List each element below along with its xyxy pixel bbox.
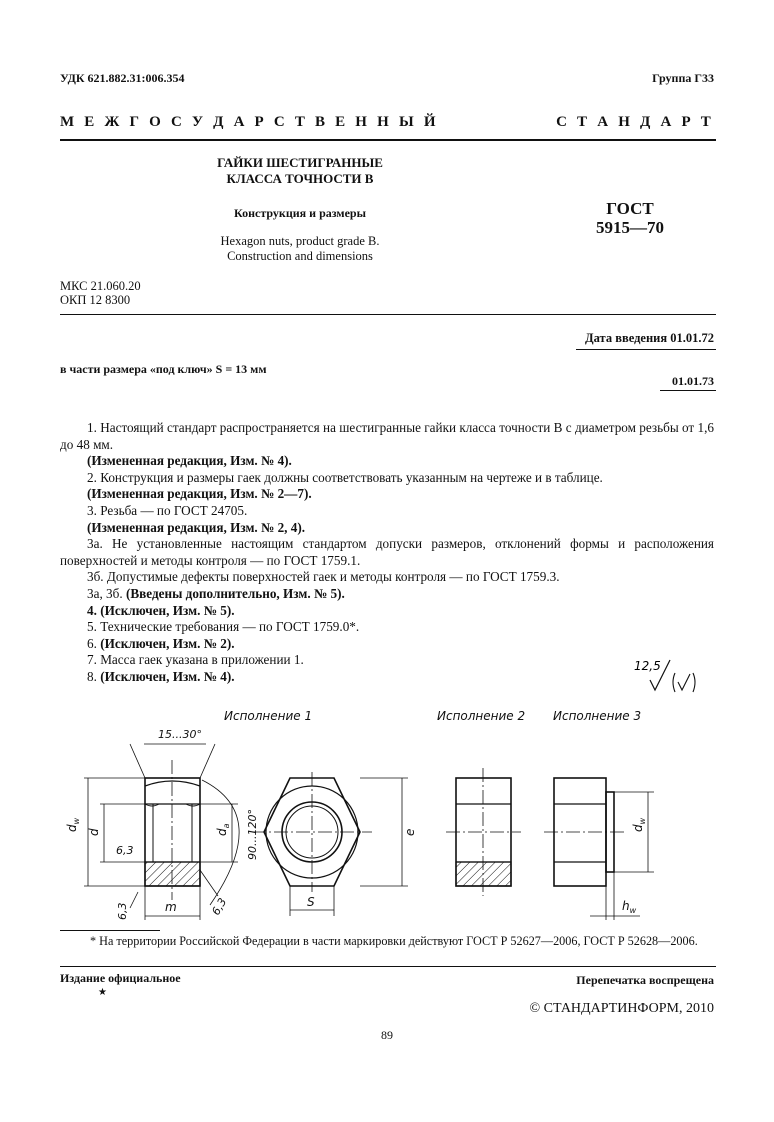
paragraph-3ab-prefix: 3а, 3б.: [87, 585, 123, 601]
codes-rule: [60, 314, 716, 315]
gost-number: 5915—70: [596, 218, 664, 237]
paragraph-3ab-amend: (Введены дополнительно, Изм. № 5).: [125, 585, 345, 601]
paragraph-1-amend: (Измененная редакция, Изм. № 4).: [87, 453, 292, 469]
paragraph-3b: 3б. Допустимые дефекты поверхностей гаек и методы контроля — по ГОСТ 1759.3.: [87, 569, 560, 585]
variant1-side-view: [145, 760, 200, 900]
standard-type-left: М Е Ж Г О С У Д А Р С Т В Е Н Н Ы Й: [60, 114, 439, 130]
footnote-rule: [60, 930, 160, 931]
label-dw: [65, 817, 81, 832]
part-date: 01.01.73: [672, 374, 714, 388]
part-date-rule: [660, 390, 716, 391]
label-da-sub: a: [222, 823, 231, 829]
label-angle-side: 90...120°: [246, 809, 259, 860]
caption-variant-3: Исполнение 3: [553, 709, 642, 723]
intro-date-rule: [576, 349, 716, 350]
label-angle-top: 15...30°: [158, 728, 202, 741]
reprint-notice: Перепечатка воспрещена: [576, 973, 714, 987]
footer-rule: [60, 966, 716, 967]
standard-type-right: С Т А Н Д А Р Т: [556, 114, 714, 130]
roughness-paren-left: [673, 673, 675, 692]
label-dw3-sub: w: [638, 817, 647, 825]
title-ru-line2: КЛАССА ТОЧНОСТИ В: [226, 171, 374, 186]
paragraph-8-prefix: 8.: [87, 668, 97, 684]
variant2-side-view: [446, 768, 521, 896]
header-rule: [60, 139, 716, 141]
title-ru-line1: ГАЙКИ ШЕСТИГРАННЫЕ: [217, 155, 383, 170]
paragraph-8-amend: (Исключен, Изм. № 4).: [100, 668, 235, 684]
label-r1: 6,3: [116, 844, 134, 857]
label-d: d: [87, 828, 101, 836]
label-da: [215, 823, 231, 836]
paragraph-5: 5. Технические требования — по ГОСТ 1759.0*.: [87, 619, 360, 635]
label-r2: 6,3: [116, 902, 129, 920]
group-code: Группа Г33: [652, 71, 714, 85]
label-dw-main: d: [65, 824, 79, 832]
title-en-line1: Hexagon nuts, product grade B.: [220, 234, 380, 248]
roughness-check-small: [678, 674, 690, 690]
mks-code: МКС 21.060.20: [60, 279, 141, 293]
okp-code: ОКП 12 8300: [60, 293, 131, 307]
edition-star: ★: [98, 987, 107, 998]
paragraph-3a: 3а. Не установленные настоящим стандартом допуски размеров, отклонений формы и расположения поверхностей и методы контроля — по ГОСТ 1759.1.: [60, 536, 714, 568]
udk-code: УДК 621.882.31:006.354: [60, 71, 185, 85]
paragraph-7: 7. Масса гаек указана в приложении 1.: [87, 652, 304, 668]
roughness-value: 12,5: [634, 659, 661, 673]
caption-variant-1: Исполнение 1: [224, 709, 313, 723]
paragraph-8: [60, 669, 714, 686]
part-note: в части размера «под ключ» S = 13 мм: [60, 362, 267, 376]
caption-variant-2: Исполнение 2: [437, 709, 526, 723]
footnote: * На территории Российской Федерации в части маркировки действуют ГОСТ Р 52627—2006, ГОСТ Р 52628—2006.: [90, 934, 698, 948]
paragraph-3ab: [60, 586, 714, 603]
intro-date: Дата введения 01.01.72: [585, 331, 714, 345]
title-en-line2: Construction and dimensions: [227, 249, 373, 263]
label-hw-main: h: [622, 899, 630, 913]
paragraph-2: 2. Конструкция и размеры гаек должны соответствовать указанным на чертеже и в таблице.: [87, 469, 603, 485]
label-e: e: [403, 828, 417, 836]
label-dw-sub: w: [72, 817, 81, 825]
variant1-top-view: [252, 772, 372, 892]
body-text: [60, 420, 714, 686]
label-s: S: [307, 895, 315, 909]
copyright: © СТАНДАРТИНФОРМ, 2010: [529, 1001, 714, 1016]
variant3-side-view: [544, 778, 624, 886]
paragraph-6-prefix: 6.: [87, 635, 97, 651]
paragraph-2-amend: (Измененная редакция, Изм. № 2—7).: [87, 486, 312, 502]
paragraph-3: 3. Резьба — по ГОСТ 24705.: [87, 502, 248, 518]
title-subtitle: Конструкция и размеры: [234, 206, 366, 220]
label-hw-sub: w: [629, 906, 637, 915]
page-number: 89: [381, 1028, 393, 1042]
paragraph-6-amend: (Исключен, Изм. № 2).: [100, 635, 235, 651]
nut-drawing: [60, 720, 716, 930]
label-dw3-main: d: [631, 824, 645, 832]
label-r3: 6,3: [209, 895, 230, 918]
edition-label: Издание официальное: [60, 971, 181, 985]
paragraph-1: 1. Настоящий стандарт распространяется на шестигранные гайки класса точности В с диаметром резьбы от 1,6 до 48 мм.: [60, 420, 714, 452]
paragraph-3-amend: (Измененная редакция, Изм. № 2, 4).: [87, 519, 306, 535]
gost-label: ГОСТ: [606, 199, 654, 218]
label-dw3: [631, 817, 647, 832]
label-da-main: d: [215, 828, 229, 836]
paragraph-4: 4. (Исключен, Изм. № 5).: [87, 602, 235, 618]
label-m: m: [165, 900, 177, 914]
roughness-symbol: [626, 658, 706, 698]
paragraph-6: [60, 636, 714, 653]
label-hw: [622, 899, 637, 915]
roughness-paren-right: [693, 673, 695, 692]
